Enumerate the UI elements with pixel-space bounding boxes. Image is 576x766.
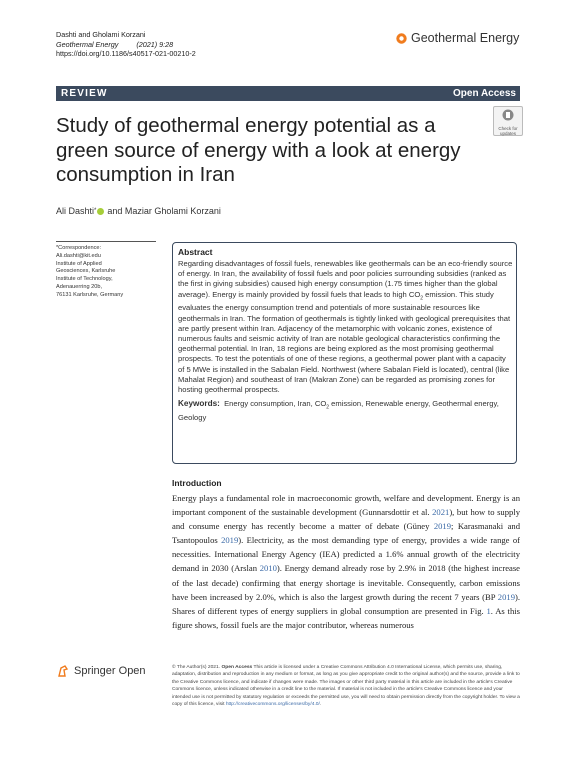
- author-rest: and Maziar Gholami Korzani: [107, 206, 221, 216]
- header-authors: Dashti and Gholami Korzani: [56, 30, 146, 39]
- license-text: [172, 664, 521, 708]
- introduction-text: [172, 491, 520, 632]
- header-doi[interactable]: https://doi.org/10.1186/s40517-021-00210-2: [56, 49, 196, 58]
- citation-link[interactable]: 2010: [259, 563, 277, 574]
- keywords-subscript: 2: [326, 404, 330, 411]
- header-journal: Geothermal Energy: [56, 39, 119, 49]
- correspondence-email[interactable]: Ali.dashti@kit.edu: [56, 252, 101, 259]
- abstract-text: [178, 259, 514, 395]
- abstract-text-part: Regarding disadvantages of fossil fuels, renewables like geothermals can be an eco-friendly source of energy. In Iran, the availability of fossil fuels and poor policies surrounding subsidies (ranked as the first in giving subsidies) caused high energy consumption (1.75 times higher than the global average). Energy is mainly provided by fossil fuels that leads to high CO: [178, 259, 513, 299]
- correspondence-block: [56, 241, 156, 300]
- intro-text-part: ). Energy demand already rose by 2.9% in 2018 (the highest increase of the last decade) confirming that energy shortage is inevitable. Consequently, carbon emissions have been increased by 2.0%, which is also the largest growth during the recent 7 years (BP: [172, 563, 521, 602]
- orcid-icon[interactable]: [97, 208, 104, 215]
- citation-link[interactable]: 2019: [497, 591, 515, 602]
- license-open-access: Open Access: [221, 665, 253, 670]
- intro-text-part: ; Karasmanaki and Tsantopoulos: [172, 521, 520, 546]
- springer-horse-icon: [56, 664, 70, 678]
- citation-link[interactable]: 2021: [432, 507, 450, 518]
- corresponding-marker: *: [94, 208, 97, 214]
- intro-text-part: . As this figure shows, fossil fuels are the major contributor, whereas numerous: [172, 605, 520, 630]
- geothermal-logo-icon: [396, 33, 407, 44]
- intro-text-part: ). Shares of different types of energy suppliers in global consumption are presented in Fig.: [172, 591, 520, 616]
- author-first[interactable]: Ali Dashti: [56, 206, 95, 216]
- citation-link[interactable]: 2019: [221, 535, 239, 546]
- author-list: [56, 206, 221, 216]
- affiliation-line: Adenauerring 20b,: [56, 283, 103, 290]
- introduction-heading: Introduction: [172, 478, 222, 488]
- abstract-subscript: 2: [420, 295, 424, 302]
- journal-brand[interactable]: [396, 31, 519, 45]
- figure-link[interactable]: 1: [486, 605, 491, 616]
- check-for-label: Check for: [498, 126, 518, 131]
- updates-label: updates: [499, 131, 516, 136]
- publisher-name: Springer Open: [74, 665, 146, 677]
- affiliation-line: Geosciences, Karlsruhe: [56, 268, 116, 275]
- article-title: Study of geothermal energy potential as a green source of energy with a look at energy consumption in Iran: [56, 114, 461, 186]
- running-header: [56, 30, 196, 59]
- correspondence-label: *Correspondence:: [56, 245, 102, 251]
- keywords-label: Keywords:: [178, 399, 220, 409]
- keywords-text: emission, Renewable energy, Geothermal energy, Geology: [178, 399, 499, 422]
- license-text-part: This article is licensed under a Creative Commons Attribution 4.0 International License, which permits use, sharing, adaptation, distribution and reproduction in any medium or format, as long as you give appropriate credit to the original author(s) and the source, provide a link to the Creative Commons licence, and indicate if changes were made. The images or other third party material in this article are included in the article's Creative Commons licence, unless indicated otherwise in a credit line to the material. If material is not included in the article's Creative Commons licence and your intended use is not permitted by statutory regulation or exceeds the permitted use, you will need to obtain permission directly from the copyright holder. To view a copy of this licence, visit: [172, 665, 520, 708]
- affiliation-line: 76131 Karlsruhe, Germany: [56, 291, 124, 298]
- intro-text-part: ), but how to supply and consume energy has recently become a matter of debate (Güney: [172, 507, 520, 532]
- license-link[interactable]: http://creativecommons.org/licenses/by/4.0/: [225, 702, 320, 708]
- license-text-part: .: [319, 702, 322, 708]
- journal-brand-name: Geothermal Energy: [411, 31, 520, 45]
- keywords: [178, 399, 514, 423]
- publisher-logo: [56, 664, 146, 678]
- intro-text-part: ). Electricity, as the most demanding type of energy, provides a wide range of necessities. International Energy Agency (IEA) predicted a 1.6% annual growth of the electricity demand in 2030 (Arslan: [172, 535, 520, 574]
- abstract-text-part: emission. This study evaluates the energy consumption trend and potentials of more sustainable resources like geothermals in Iran. The formation of geothermals is tightly linked with geological prerequisites that are partly present within Iran. Adjacency of the metamorphic with volcanic zones, existence of numerous faults and seismic activity of Iran are notable geological characteristics confirming the geothermal potential. In Iran, 18 regions are being explored as the most promising geothermal prospects. To test the potentials of one of these regions, a geothermal power plant with a capacity of 5 MWe is installed in the Sabalan Field. Northwest (where Sabalan Field is located), central (like Mahalat Region) and southeast of Iran (Makran Zone) can be regarded as promising zones for hosting geothermal prospects.: [178, 289, 511, 394]
- open-access-label: Open Access: [453, 88, 516, 99]
- header-citation: [56, 40, 196, 50]
- header-volume: (2021) 9:28: [136, 39, 174, 49]
- affiliation-line: Institute of Applied: [56, 260, 102, 267]
- license-text-part: © The Author(s) 2021.: [172, 665, 222, 670]
- affiliation-line: Institute of Technology,: [56, 276, 113, 283]
- keywords-text: Energy consumption, Iran, CO: [224, 399, 327, 409]
- intro-text-part: Energy plays a fundamental role in macroeconomic growth, welfare and development. Energy is an important component of the sustainable development (Gunnarsdottir et al.: [172, 493, 520, 518]
- abstract-heading: Abstract: [178, 247, 213, 257]
- abstract-box: [172, 242, 517, 464]
- bookmark-icon: [502, 109, 514, 121]
- citation-link[interactable]: 2019: [433, 521, 452, 532]
- check-for-updates-badge[interactable]: [493, 106, 523, 136]
- article-type-bar: [56, 86, 520, 101]
- article-type-label: REVIEW: [61, 88, 108, 99]
